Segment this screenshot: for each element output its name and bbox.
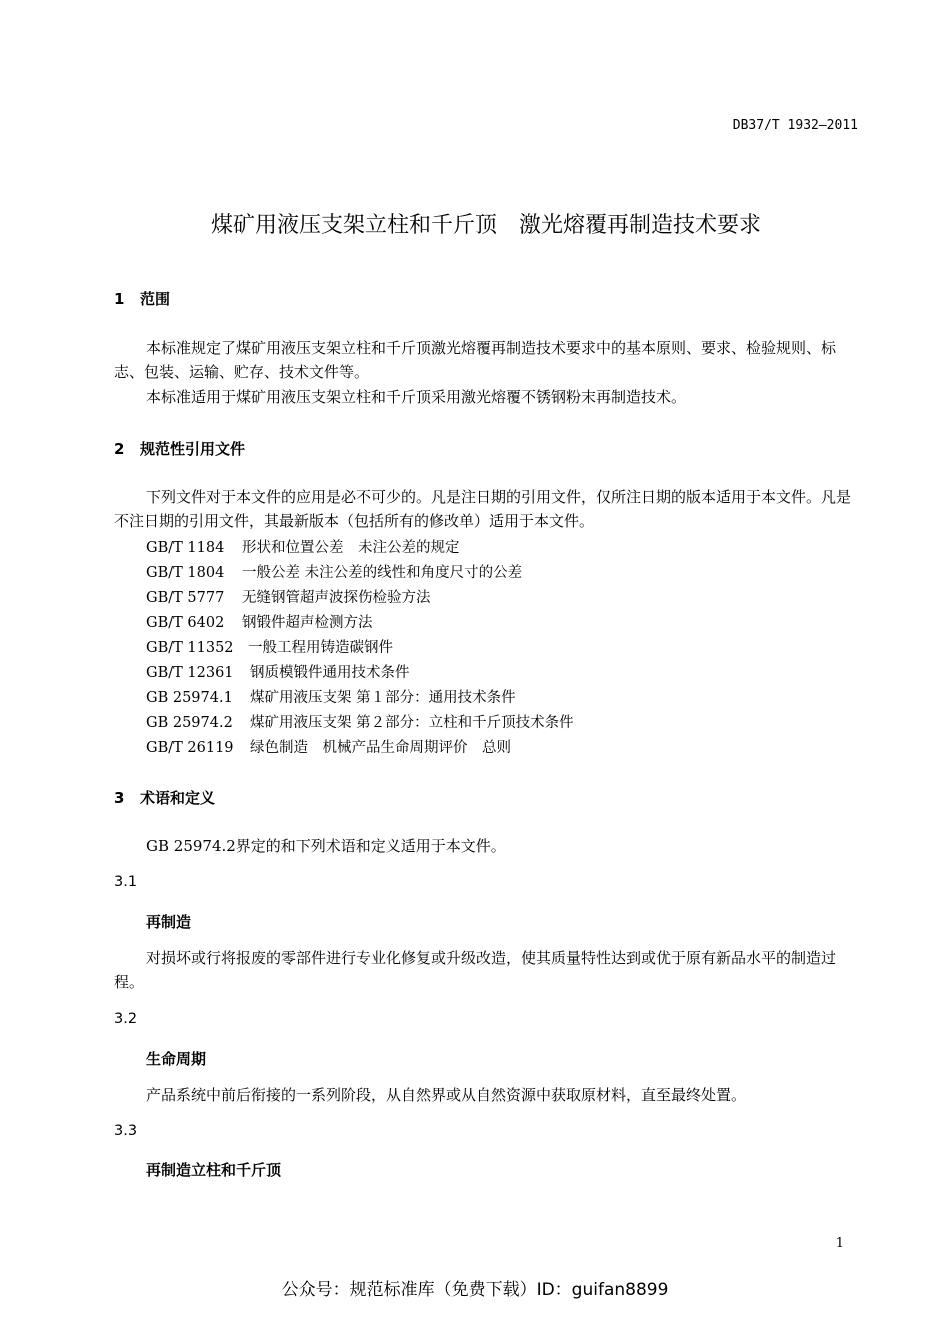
section-heading-1 [114,288,170,309]
reference-title: 无缝钢管超声波探伤检验方法 [242,590,431,606]
reference-title: 一般公差 未注公差的线性和角度尺寸的公差 [242,565,523,581]
reference-item [146,561,522,582]
reference-code: GB/T 5777 [146,590,225,606]
section-title: 范围 [140,290,171,308]
reference-title: 钢锻件超声检测方法 [242,615,373,631]
page-number: 1 [835,1236,844,1251]
footer-watermark: 公众号：规范标准库（免费下载）ID：guifan8899 [281,1280,669,1300]
reference-title: 煤矿用液压支架 第２部分：立柱和千斤顶技术条件 [250,715,574,731]
section-heading-2 [114,438,245,459]
reference-title: 煤矿用液压支架 第１部分：通用技术条件 [250,690,516,706]
section-heading-3 [114,787,215,808]
document-number: DB37/T 1932—2011 [732,118,858,133]
section-number: 3 [114,789,125,807]
section-number: 1 [114,290,125,308]
paragraph: 本标准适用于煤矿用液压支架立柱和千斤顶采用激光熔覆不锈钢粉末再制造技术。 [146,388,687,406]
reference-code: GB/T 11352 [146,640,234,656]
reference-item [146,661,410,682]
term-definition: 对损坏或行将报废的零部件进行专业化修复或升级改造，使其质量特性达到或优于原有新品水平的制造过程。 [114,949,837,991]
term-number: 3.3 [114,1123,138,1139]
reference-code: GB/T 1804 [146,565,225,581]
term-title: 再制造 [146,913,192,931]
reference-title: 绿色制造 机械产品生命周期评价 总则 [250,740,511,756]
reference-title: 形状和位置公差 未注公差的规定 [242,540,460,556]
reference-code: GB 25974.2 [146,715,233,731]
reference-item [146,711,574,732]
reference-item [146,636,393,657]
section-title: 规范性引用文件 [140,440,246,458]
term-number: 3.1 [114,874,138,890]
reference-item [146,536,460,557]
term-title: 生命周期 [146,1050,207,1068]
paragraph: GB 25974.2界定的和下列术语和定义适用于本文件。 [146,837,506,855]
term-definition: 产品系统中前后衔接的一系列阶段，从自然界或从自然资源中获取原材料，直至最终处置。 [146,1086,747,1104]
reference-title: 钢质模锻件通用技术条件 [250,665,410,681]
reference-item [146,686,516,707]
reference-item [146,586,431,607]
reference-code: GB/T 12361 [146,665,234,681]
reference-item [146,736,511,757]
reference-code: GB/T 6402 [146,615,225,631]
reference-code: GB/T 26119 [146,740,234,756]
term-number: 3.2 [114,1011,138,1027]
section-number: 2 [114,440,125,458]
reference-title: 一般工程用铸造碳钢件 [248,640,393,656]
paragraph: 下列文件对于本文件的应用是必不可少的。凡是注日期的引用文件，仅所注日期的版本适用于本文件。凡是不注日期的引用文件，其最新版本（包括所有的修改单）适用于本文件。 [114,488,852,530]
term-title: 再制造立柱和千斤顶 [146,1161,282,1179]
paragraph: 本标准规定了煤矿用液压支架立柱和千斤顶激光熔覆再制造技术要求中的基本原则、要求、检验规则、标志、包装、运输、贮存、技术文件等。 [114,339,837,381]
document-title: 煤矿用液压支架立柱和千斤顶 激光熔覆再制造技术要求 [210,213,761,238]
section-title: 术语和定义 [140,789,216,807]
reference-code: GB/T 1184 [146,540,225,556]
reference-item [146,611,373,632]
reference-code: GB 25974.1 [146,690,233,706]
